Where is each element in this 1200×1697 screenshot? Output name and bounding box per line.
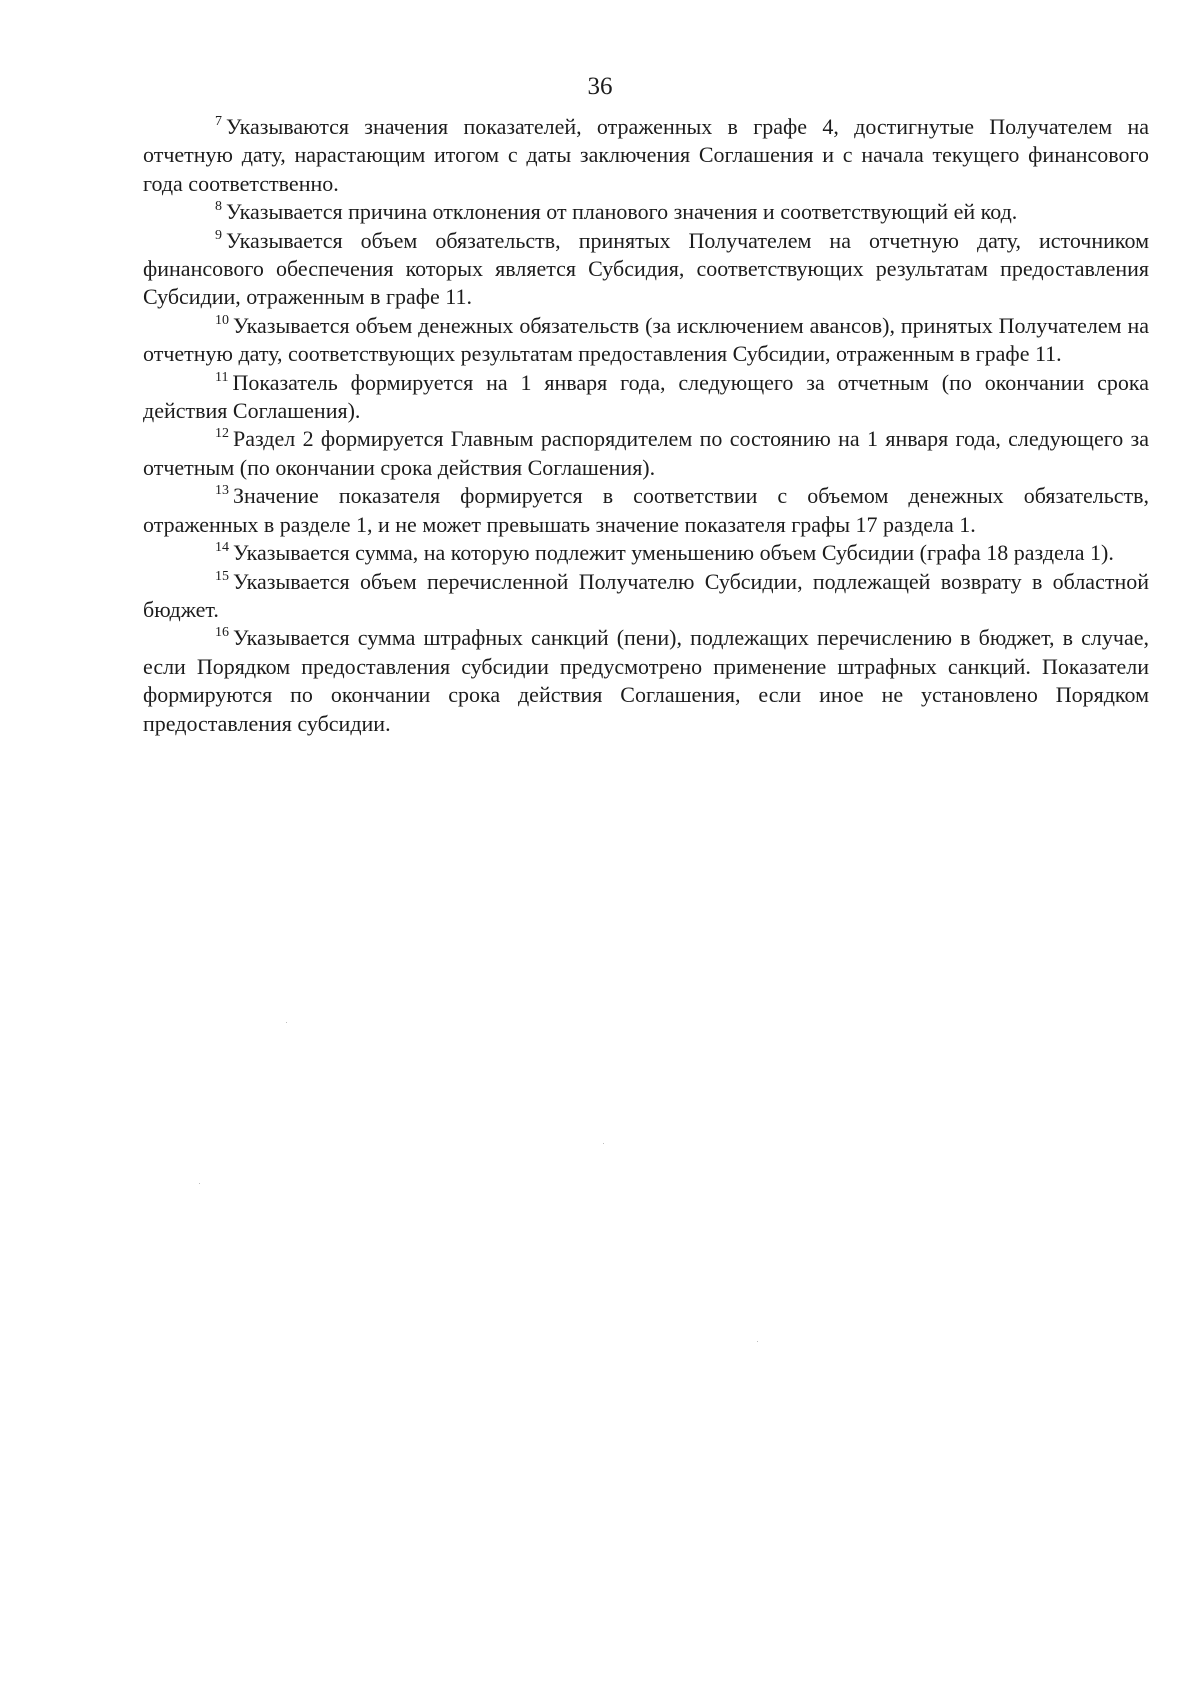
footnote-text: Раздел 2 формируется Главным распорядителем по состоянию на 1 января года, следующего за отчетным (по окончании срока действия Соглашения). — [143, 426, 1149, 480]
footnote-mark: 14 — [215, 540, 229, 556]
footnote-text: Указывается объем обязательств, принятых Получателем на отчетную дату, источником финансового обеспечения которых является Субсидия, соответствующих результатам предоставления Субсидии, отраженным в графе 11. — [143, 227, 1149, 310]
scan-speck — [603, 1143, 604, 1144]
footnote — [143, 482, 1149, 539]
footnote-text: Показатель формируется на 1 января года, следующего за отчетным (по окончании срока действия Соглашения). — [143, 369, 1149, 424]
scan-speck — [199, 1183, 200, 1184]
footnote-mark: 16 — [215, 625, 229, 641]
page-number: 36 — [587, 73, 613, 100]
footnote-mark: 15 — [215, 568, 229, 584]
footnote-mark: 13 — [215, 483, 229, 499]
footnote-text: Указывается причина отклонения от планового значения и соответствующий ей код. — [226, 199, 1018, 225]
footnote-text: Указывается объем перечисленной Получателю Субсидии, подлежащей возврату в областной бюджет. — [143, 568, 1149, 622]
footnote — [143, 369, 1149, 426]
footnote — [143, 198, 1149, 226]
footnote-mark: 8 — [215, 199, 222, 215]
footnote-mark: 9 — [215, 227, 222, 243]
footnote-text: Указывается сумма штрафных санкций (пени), подлежащих перечислению в бюджет, в случае, если Порядком предоставления субсидии предусмотрено применение штрафных санкций. Показатели формируются по окончании срока действия Соглашения, если иное не установлено Порядком предоставления субсидии. — [143, 625, 1149, 736]
footnote — [143, 624, 1149, 738]
footnotes-list — [143, 113, 1149, 738]
footnote — [143, 539, 1149, 567]
footnote-text: Указываются значения показателей, отраженных в графе 4, достигнутые Получателем на отчетную дату, нарастающим итогом с даты заключения Соглашения и с начала текущего финансового года соответственно. — [143, 114, 1149, 196]
footnote-text: Указывается объем денежных обязательств (за исключением авансов), принятых Получателем на отчетную дату, соответствующих результатам предоставления Субсидии, отраженным в графе 11. — [143, 312, 1149, 367]
footnote — [143, 568, 1149, 625]
footnote — [143, 113, 1149, 198]
footnote-mark: 12 — [215, 426, 229, 442]
footnote-text: Значение показателя формируется в соответствии с объемом денежных обязательств, отраженных в разделе 1, и не может превышать значение показателя графы 17 раздела 1. — [143, 483, 1149, 537]
footnote — [143, 312, 1149, 369]
footnote-mark: 11 — [215, 369, 229, 385]
footnote — [143, 425, 1149, 482]
footnote-mark: 10 — [215, 312, 229, 328]
footnote-mark: 7 — [215, 114, 222, 129]
footnote — [143, 227, 1149, 312]
footnote-text: Указывается сумма, на которую подлежит уменьшению объем Субсидии (графа 18 раздела 1). — [233, 540, 1114, 566]
scan-speck — [286, 1022, 287, 1023]
scan-speck — [757, 1341, 758, 1342]
